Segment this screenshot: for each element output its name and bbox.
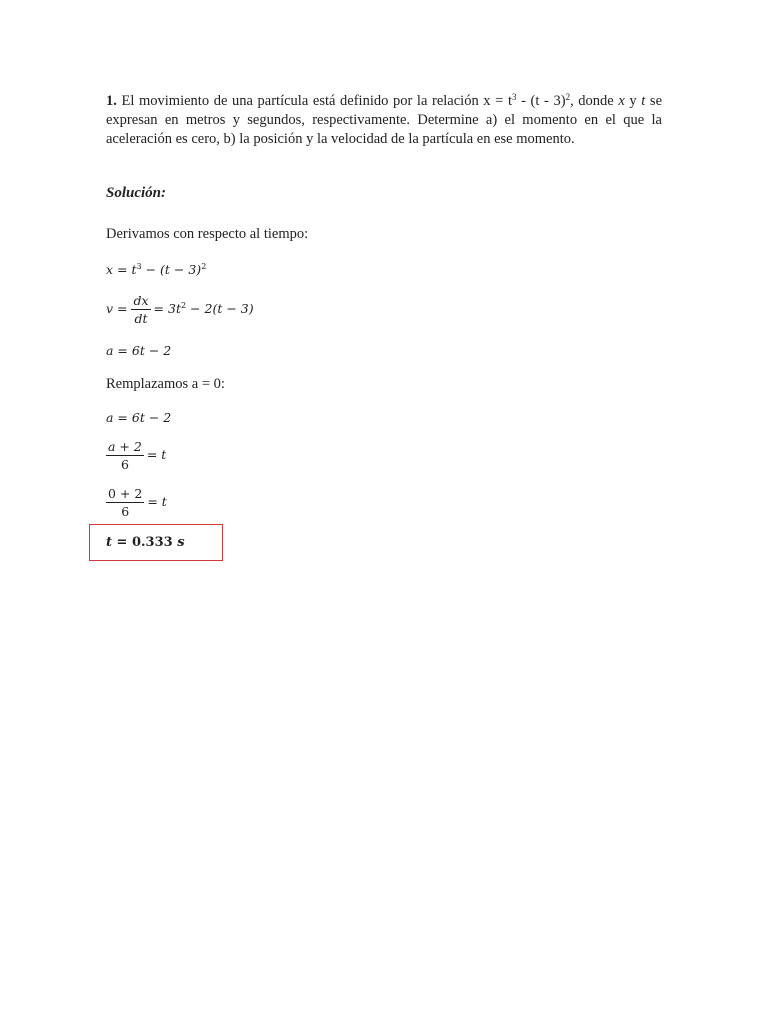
eq-x-exp2: 2: [201, 262, 207, 271]
equation-velocity: [106, 293, 254, 326]
exponent-2: 2: [565, 92, 571, 102]
fraction-2-rhs: = t: [147, 494, 167, 509]
equation-position: [106, 262, 206, 277]
eq-x-rhs-a: = t: [113, 262, 137, 277]
problem-text-5: se expresan en metros y segundos, respectivamente. Determine a) el momento en el que la aceleración es cero, b) la posición y la velocidad de la partícula en ese momento.: [106, 93, 663, 147]
result-value: = 0.333: [112, 535, 178, 550]
fraction-numerator: dx: [133, 293, 149, 308]
problem-text-2: - (t - 3): [516, 93, 566, 109]
eq-v-exp2: 2: [180, 301, 187, 310]
fraction-1-numerator: a + 2: [108, 439, 142, 454]
problem-text-3: , donde: [570, 93, 619, 109]
problem-text-1: El movimiento de una partícula está definido por la relación x = t: [121, 93, 512, 109]
variable-t: t: [641, 93, 646, 109]
eq-x-rhs-b: − (t − 3): [141, 262, 202, 277]
result-equation: [106, 535, 185, 550]
exponent-3: 3: [512, 92, 517, 102]
solution-heading: Solución:: [106, 185, 167, 201]
equation-fraction-2: [106, 486, 167, 519]
fraction-dx-dt: [131, 293, 150, 326]
eq-x-exp3: 3: [136, 262, 142, 271]
derive-text: Derivamos con respecto al tiempo:: [106, 226, 309, 242]
replace-text: Remplazamos a = 0:: [106, 376, 225, 392]
equation-fraction-1: [106, 439, 166, 472]
equation-acceleration: [106, 343, 171, 358]
eq-a2-text: a = 6t − 2: [106, 410, 172, 425]
problem-statement: [106, 92, 662, 149]
fraction-0-plus-2: [106, 486, 144, 519]
fraction-a-plus-2: [106, 439, 144, 472]
result-unit: s: [177, 535, 185, 550]
eq-v-lhs: v =: [106, 301, 132, 316]
fraction-2-numerator: 0 + 2: [108, 486, 143, 501]
fraction-1-denominator: 6: [120, 457, 129, 472]
problem-number: 1.: [106, 93, 117, 109]
eq-a1-text: a = 6t − 2: [106, 343, 172, 358]
variable-x: x: [618, 93, 625, 109]
fraction-denominator: dt: [134, 311, 148, 326]
equation-acceleration-2: [106, 410, 171, 425]
fraction-2-denominator: 6: [121, 504, 130, 519]
eq-v-rhs-a: = 3t: [153, 301, 181, 316]
result-lhs: t: [106, 535, 113, 550]
eq-v-rhs-b: − 2(t − 3): [186, 301, 254, 316]
eq-x-lhs: x: [106, 262, 114, 277]
fraction-1-rhs: = t: [146, 447, 167, 462]
problem-text-4: y: [624, 93, 642, 109]
